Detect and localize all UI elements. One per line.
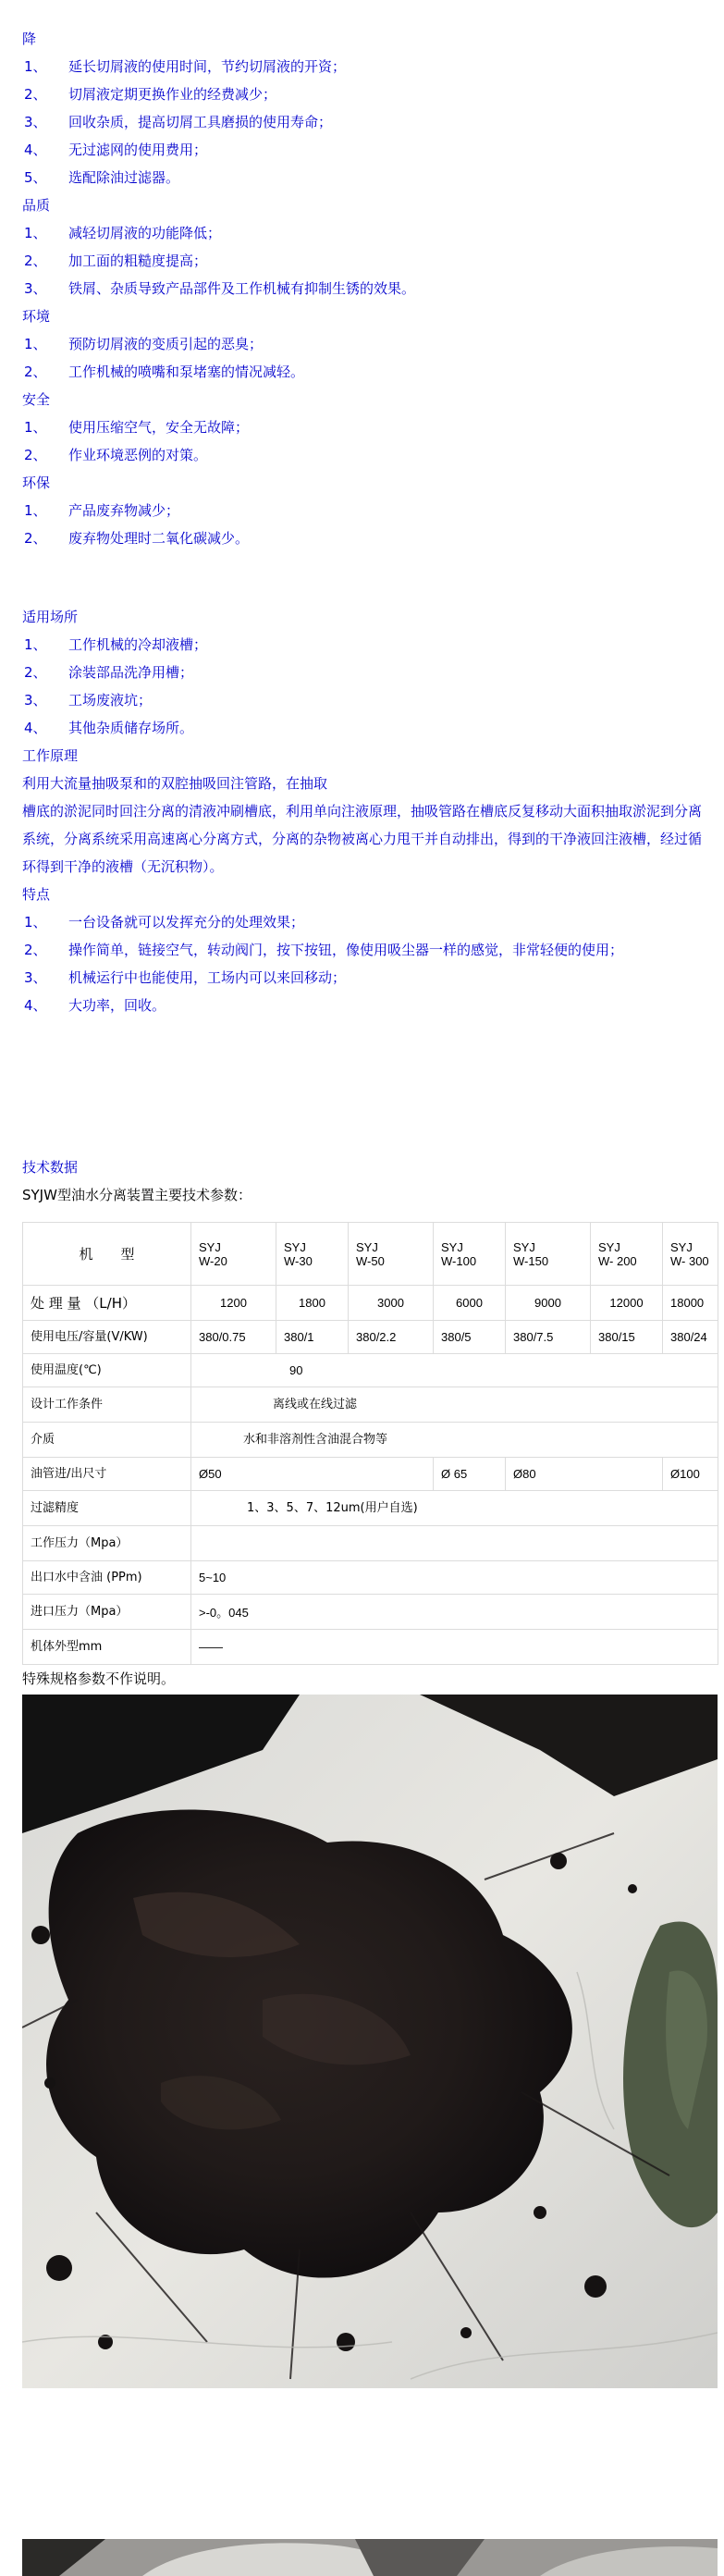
- list-number: 1、: [24, 636, 47, 653]
- specs-header: [22, 1153, 706, 1209]
- spec-row-capacity: [23, 1286, 718, 1321]
- inlet-label: 进口压力（Mpa）: [23, 1595, 191, 1630]
- model-prefix: SYJ: [441, 1239, 463, 1254]
- environment-item: [22, 330, 706, 358]
- list-number: 2、: [24, 530, 47, 547]
- oil-label: 出口水中含油 (PPm): [23, 1561, 191, 1595]
- list-text: 废弃物处理时二氧化碳减少。: [68, 530, 250, 547]
- list-text: 操作简单，链接空气，转动阀门，按下按钮，像使用吸尘器一样的感觉，非常轻便的使用；: [68, 942, 624, 958]
- model-label: 机 型: [23, 1223, 191, 1286]
- feature-item: [22, 992, 706, 1019]
- list-text: 回收杂质，提高切屑工具磨损的使用寿命；: [68, 114, 333, 130]
- list-number: 1、: [24, 914, 47, 931]
- temperature-value: 90: [191, 1354, 718, 1387]
- capacity-value: 1800: [276, 1286, 349, 1321]
- spec-row-pressure: [23, 1526, 718, 1561]
- model-suffix: W- 300: [670, 1253, 709, 1268]
- quality-item: [22, 219, 706, 247]
- spec-row-oil: [23, 1561, 718, 1595]
- voltage-value: 380/24: [663, 1321, 718, 1354]
- safety-heading: 安全: [22, 391, 51, 408]
- quality-item: [22, 275, 706, 302]
- model-suffix: W-20: [199, 1253, 227, 1268]
- model-cell: [506, 1223, 591, 1286]
- safety-list: [22, 413, 706, 469]
- sludge-photo: [22, 1695, 718, 2388]
- environment-list: [22, 330, 706, 386]
- principle-text: 槽底的淤泥同时回注分离的清液冲刷槽底，利用单向注液原理，抽吸管路在槽底反复移动大面积抽取淤泥到分离系统，分离系统采用高速离心分离方式，分离的杂物被离心力甩干并自动排出，得到的干净液回注液槽，经过循环得到干净的液槽（无沉积物）。: [22, 803, 703, 875]
- voltage-label: 使用电压/容量(V/KW): [23, 1321, 191, 1354]
- spec-row-size: [23, 1630, 718, 1665]
- sludge-photo-image: [22, 1695, 718, 2388]
- model-prefix: SYJ: [199, 1239, 221, 1254]
- model-prefix: SYJ: [513, 1239, 535, 1254]
- model-prefix: SYJ: [284, 1239, 306, 1254]
- eco-heading: 环保: [22, 475, 51, 491]
- environment-heading: 环境: [22, 308, 51, 325]
- pipe-value: Ø50: [191, 1458, 434, 1491]
- model-cell: [591, 1223, 663, 1286]
- principle-line-1: 利用大流量抽吸泵和的双腔抽吸回注管路，在抽取: [22, 775, 328, 792]
- spec-row-pipe: [23, 1458, 718, 1491]
- applications-section: [22, 603, 706, 1019]
- cost-item: [22, 80, 706, 108]
- list-text: 加工面的粗糙度提高；: [68, 253, 208, 269]
- features-list: [22, 908, 706, 1019]
- voltage-value: 380/2.2: [349, 1321, 434, 1354]
- pipe-value: Ø80: [506, 1458, 663, 1491]
- feature-item: [22, 908, 706, 936]
- list-number: 2、: [24, 942, 47, 958]
- features-heading: 特点: [22, 886, 51, 903]
- size-value: ——: [191, 1630, 718, 1665]
- spec-row-temperature: [23, 1354, 718, 1387]
- pressure-label: 工作压力（Mpa）: [23, 1526, 191, 1561]
- model-cell: [434, 1223, 506, 1286]
- model-prefix: SYJ: [670, 1239, 693, 1254]
- pipe-value: Ø100: [663, 1458, 718, 1491]
- model-prefix: SYJ: [356, 1239, 378, 1254]
- capacity-value: 12000: [591, 1286, 663, 1321]
- list-number: 4、: [24, 142, 47, 158]
- application-item: [22, 686, 706, 714]
- cost-item: [22, 136, 706, 164]
- model-suffix: W-100: [441, 1253, 477, 1268]
- precision-value: 1、3、5、7、12um(用户自选): [191, 1491, 718, 1526]
- list-number: 1、: [24, 58, 47, 75]
- model-suffix: W-30: [284, 1253, 313, 1268]
- list-text: 切屑液定期更换作业的经费减少；: [68, 86, 277, 103]
- model-prefix: SYJ: [598, 1239, 620, 1254]
- oil-value: 5~10: [191, 1561, 718, 1595]
- list-text: 产品废弃物减少；: [68, 502, 180, 519]
- feature-item: [22, 964, 706, 992]
- capacity-value: 9000: [506, 1286, 591, 1321]
- spec-row-condition: [23, 1387, 718, 1423]
- size-label: 机体外型mm: [23, 1630, 191, 1665]
- list-number: 4、: [24, 720, 47, 736]
- voltage-value: 380/15: [591, 1321, 663, 1354]
- list-number: 1、: [24, 419, 47, 436]
- model-cell: [191, 1223, 276, 1286]
- safety-item: [22, 441, 706, 469]
- spec-row-inlet: [23, 1595, 718, 1630]
- list-text: 使用压缩空气，安全无故障；: [68, 419, 250, 436]
- benefits-section: [22, 25, 706, 552]
- quality-item: [22, 247, 706, 275]
- voltage-value: 380/1: [276, 1321, 349, 1354]
- specs-subtitle: SYJW型油水分离装置主要技术参数：: [22, 1187, 252, 1203]
- model-cell: [276, 1223, 349, 1286]
- capacity-value: 1200: [191, 1286, 276, 1321]
- capacity-label: 处 理 量 （L/H）: [23, 1286, 191, 1321]
- list-number: 2、: [24, 447, 47, 463]
- condition-label: 设计工作条件: [23, 1387, 191, 1423]
- cost-item: [22, 164, 706, 191]
- list-text: 其他杂质储存场所。: [68, 720, 194, 736]
- specs-note-block: [22, 1665, 706, 1693]
- capacity-value: 18000: [663, 1286, 718, 1321]
- list-number: 2、: [24, 364, 47, 380]
- spec-table: [22, 1222, 718, 1665]
- medium-value: 水和非溶剂性含油混合物等: [191, 1423, 718, 1458]
- model-cell: [349, 1223, 434, 1286]
- list-text: 涂装部品洗净用槽；: [68, 664, 194, 681]
- list-number: 2、: [24, 253, 47, 269]
- model-suffix: W-50: [356, 1253, 385, 1268]
- eco-item: [22, 497, 706, 524]
- list-text: 预防切屑液的变质引起的恶臭；: [68, 336, 264, 352]
- spec-row-voltage: [23, 1321, 718, 1354]
- voltage-value: 380/5: [434, 1321, 506, 1354]
- list-number: 3、: [24, 280, 47, 297]
- cost-item: [22, 108, 706, 136]
- list-number: 2、: [24, 86, 47, 103]
- list-text: 铁屑、杂质导致产品部件及工作机械有抑制生锈的效果。: [68, 280, 416, 297]
- pipe-label: 油管进/出尺寸: [23, 1458, 191, 1491]
- list-number: 5、: [24, 169, 47, 186]
- list-text: 作业环境恶例的对策。: [68, 447, 208, 463]
- environment-item: [22, 358, 706, 386]
- list-number: 3、: [24, 692, 47, 709]
- cost-list: [22, 53, 706, 191]
- list-text: 机械运行中也能使用，工场内可以来回移动；: [68, 969, 347, 986]
- quality-list: [22, 219, 706, 302]
- voltage-value: 380/0.75: [191, 1321, 276, 1354]
- applications-heading: 适用场所: [22, 609, 79, 625]
- medium-label: 介质: [23, 1423, 191, 1458]
- list-text: 大功率，回收。: [68, 997, 166, 1014]
- application-item: [22, 659, 706, 686]
- model-suffix: W- 200: [598, 1253, 637, 1268]
- feature-item: [22, 936, 706, 964]
- spec-row-precision: [23, 1491, 718, 1526]
- model-cell: [663, 1223, 718, 1286]
- list-number: 2、: [24, 664, 47, 681]
- list-number: 3、: [24, 969, 47, 986]
- list-text: 选配除油过滤器。: [68, 169, 180, 186]
- list-text: 延长切屑液的使用时间，节约切屑液的开资；: [68, 58, 347, 75]
- specs-heading: 技术数据: [22, 1159, 79, 1176]
- list-text: 一台设备就可以发挥充分的处理效果；: [68, 914, 305, 931]
- spec-row-model: [23, 1223, 718, 1286]
- list-number: 1、: [24, 225, 47, 241]
- applications-list: [22, 631, 706, 742]
- precision-label: 过滤精度: [23, 1491, 191, 1526]
- list-text: 无过滤网的使用费用；: [68, 142, 208, 158]
- condition-value: 离线或在线过滤: [191, 1387, 718, 1423]
- specs-note: 特殊规格参数不作说明。: [22, 1670, 176, 1687]
- list-number: 4、: [24, 997, 47, 1014]
- list-text: 工场废液坑；: [68, 692, 153, 709]
- voltage-value: 380/7.5: [506, 1321, 591, 1354]
- cost-heading-tail: 降: [22, 31, 37, 47]
- list-text: 工作机械的喷嘴和泵堵塞的情况减轻。: [68, 364, 305, 380]
- pressure-value: [191, 1526, 718, 1561]
- temperature-label: 使用温度(℃): [23, 1354, 191, 1387]
- capacity-value: 6000: [434, 1286, 506, 1321]
- capacity-value: 3000: [349, 1286, 434, 1321]
- pipe-value: Ø 65: [434, 1458, 506, 1491]
- eco-list: [22, 497, 706, 552]
- safety-item: [22, 413, 706, 441]
- eco-item: [22, 524, 706, 552]
- model-suffix: W-150: [513, 1253, 549, 1268]
- list-number: 1、: [24, 502, 47, 519]
- second-photo-image: [22, 2539, 718, 2576]
- application-item: [22, 631, 706, 659]
- spec-row-medium: [23, 1423, 718, 1458]
- list-text: 减轻切屑液的功能降低；: [68, 225, 222, 241]
- cost-item: [22, 53, 706, 80]
- inlet-value: >-0。045: [191, 1595, 718, 1630]
- list-text: 工作机械的冷却液槽；: [68, 636, 208, 653]
- list-number: 3、: [24, 114, 47, 130]
- application-item: [22, 714, 706, 742]
- second-photo-partial: [22, 2539, 718, 2576]
- list-number: 1、: [24, 336, 47, 352]
- quality-heading: 品质: [22, 197, 51, 214]
- principle-heading: 工作原理: [22, 747, 79, 764]
